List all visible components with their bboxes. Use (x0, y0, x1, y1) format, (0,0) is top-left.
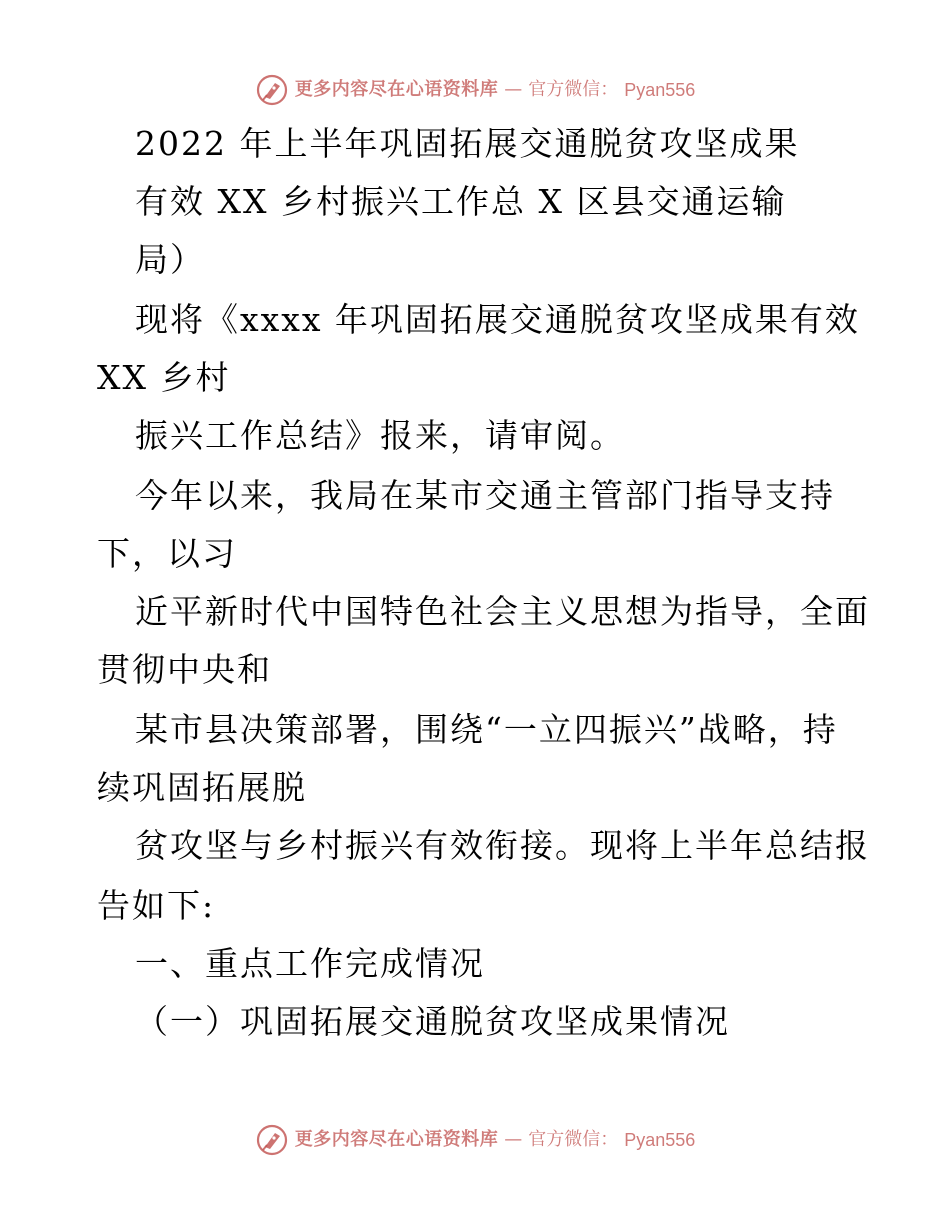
pen-nib-logo-icon (255, 73, 289, 107)
watermark-dash: — (504, 1129, 523, 1150)
doc-line: 振兴工作总结》报来，请审阅。 (135, 416, 625, 455)
doc-line: 贫攻坚与乡村振兴有效衔接。现将上半年总结报 (135, 826, 870, 865)
header-watermark (0, 70, 950, 110)
section-heading: 一、重点工作完成情况 (135, 944, 485, 983)
doc-line: 2022 年上半年巩固拓展交通脱贫攻坚成果 (135, 124, 800, 163)
watermark-wechat-id: Pyan556 (624, 80, 696, 100)
watermark-contact-label: 官方微信： (528, 79, 619, 100)
pen-nib-logo-icon (255, 1123, 289, 1157)
watermark-content (255, 70, 696, 110)
doc-line: 今年以来，我局在某市交通主管部门指导支持 (135, 476, 835, 515)
doc-line: 贯彻中央和 (97, 650, 272, 689)
watermark-content (255, 1120, 696, 1160)
doc-line: 续巩固拓展脱 (97, 768, 307, 807)
doc-line: 下，以习 (97, 534, 237, 573)
watermark-brand: 更多内容尽在心语资料库 (294, 1129, 499, 1150)
subsection-heading: （一）巩固拓展交通脱贫攻坚成果情况 (135, 1002, 730, 1041)
footer-watermark (0, 1120, 950, 1160)
watermark-contact-label: 官方微信： (528, 1129, 619, 1150)
doc-line: 近平新时代中国特色社会主义思想为指导，全面 (135, 592, 870, 631)
watermark-wechat-id: Pyan556 (624, 1130, 696, 1150)
doc-line: 有效 XX 乡村振兴工作总 X 区县交通运输 (135, 182, 787, 221)
doc-line: 局） (135, 240, 205, 279)
doc-line: 某市县决策部署，围绕“一立四振兴”战略，持 (135, 710, 838, 749)
doc-line: XX 乡村 (97, 358, 231, 397)
doc-line: 现将《xxxx 年巩固拓展交通脱贫攻坚成果有效 (135, 300, 860, 339)
watermark-dash: — (504, 79, 523, 100)
doc-line: 告如下: (97, 886, 216, 925)
watermark-brand: 更多内容尽在心语资料库 (294, 79, 499, 100)
